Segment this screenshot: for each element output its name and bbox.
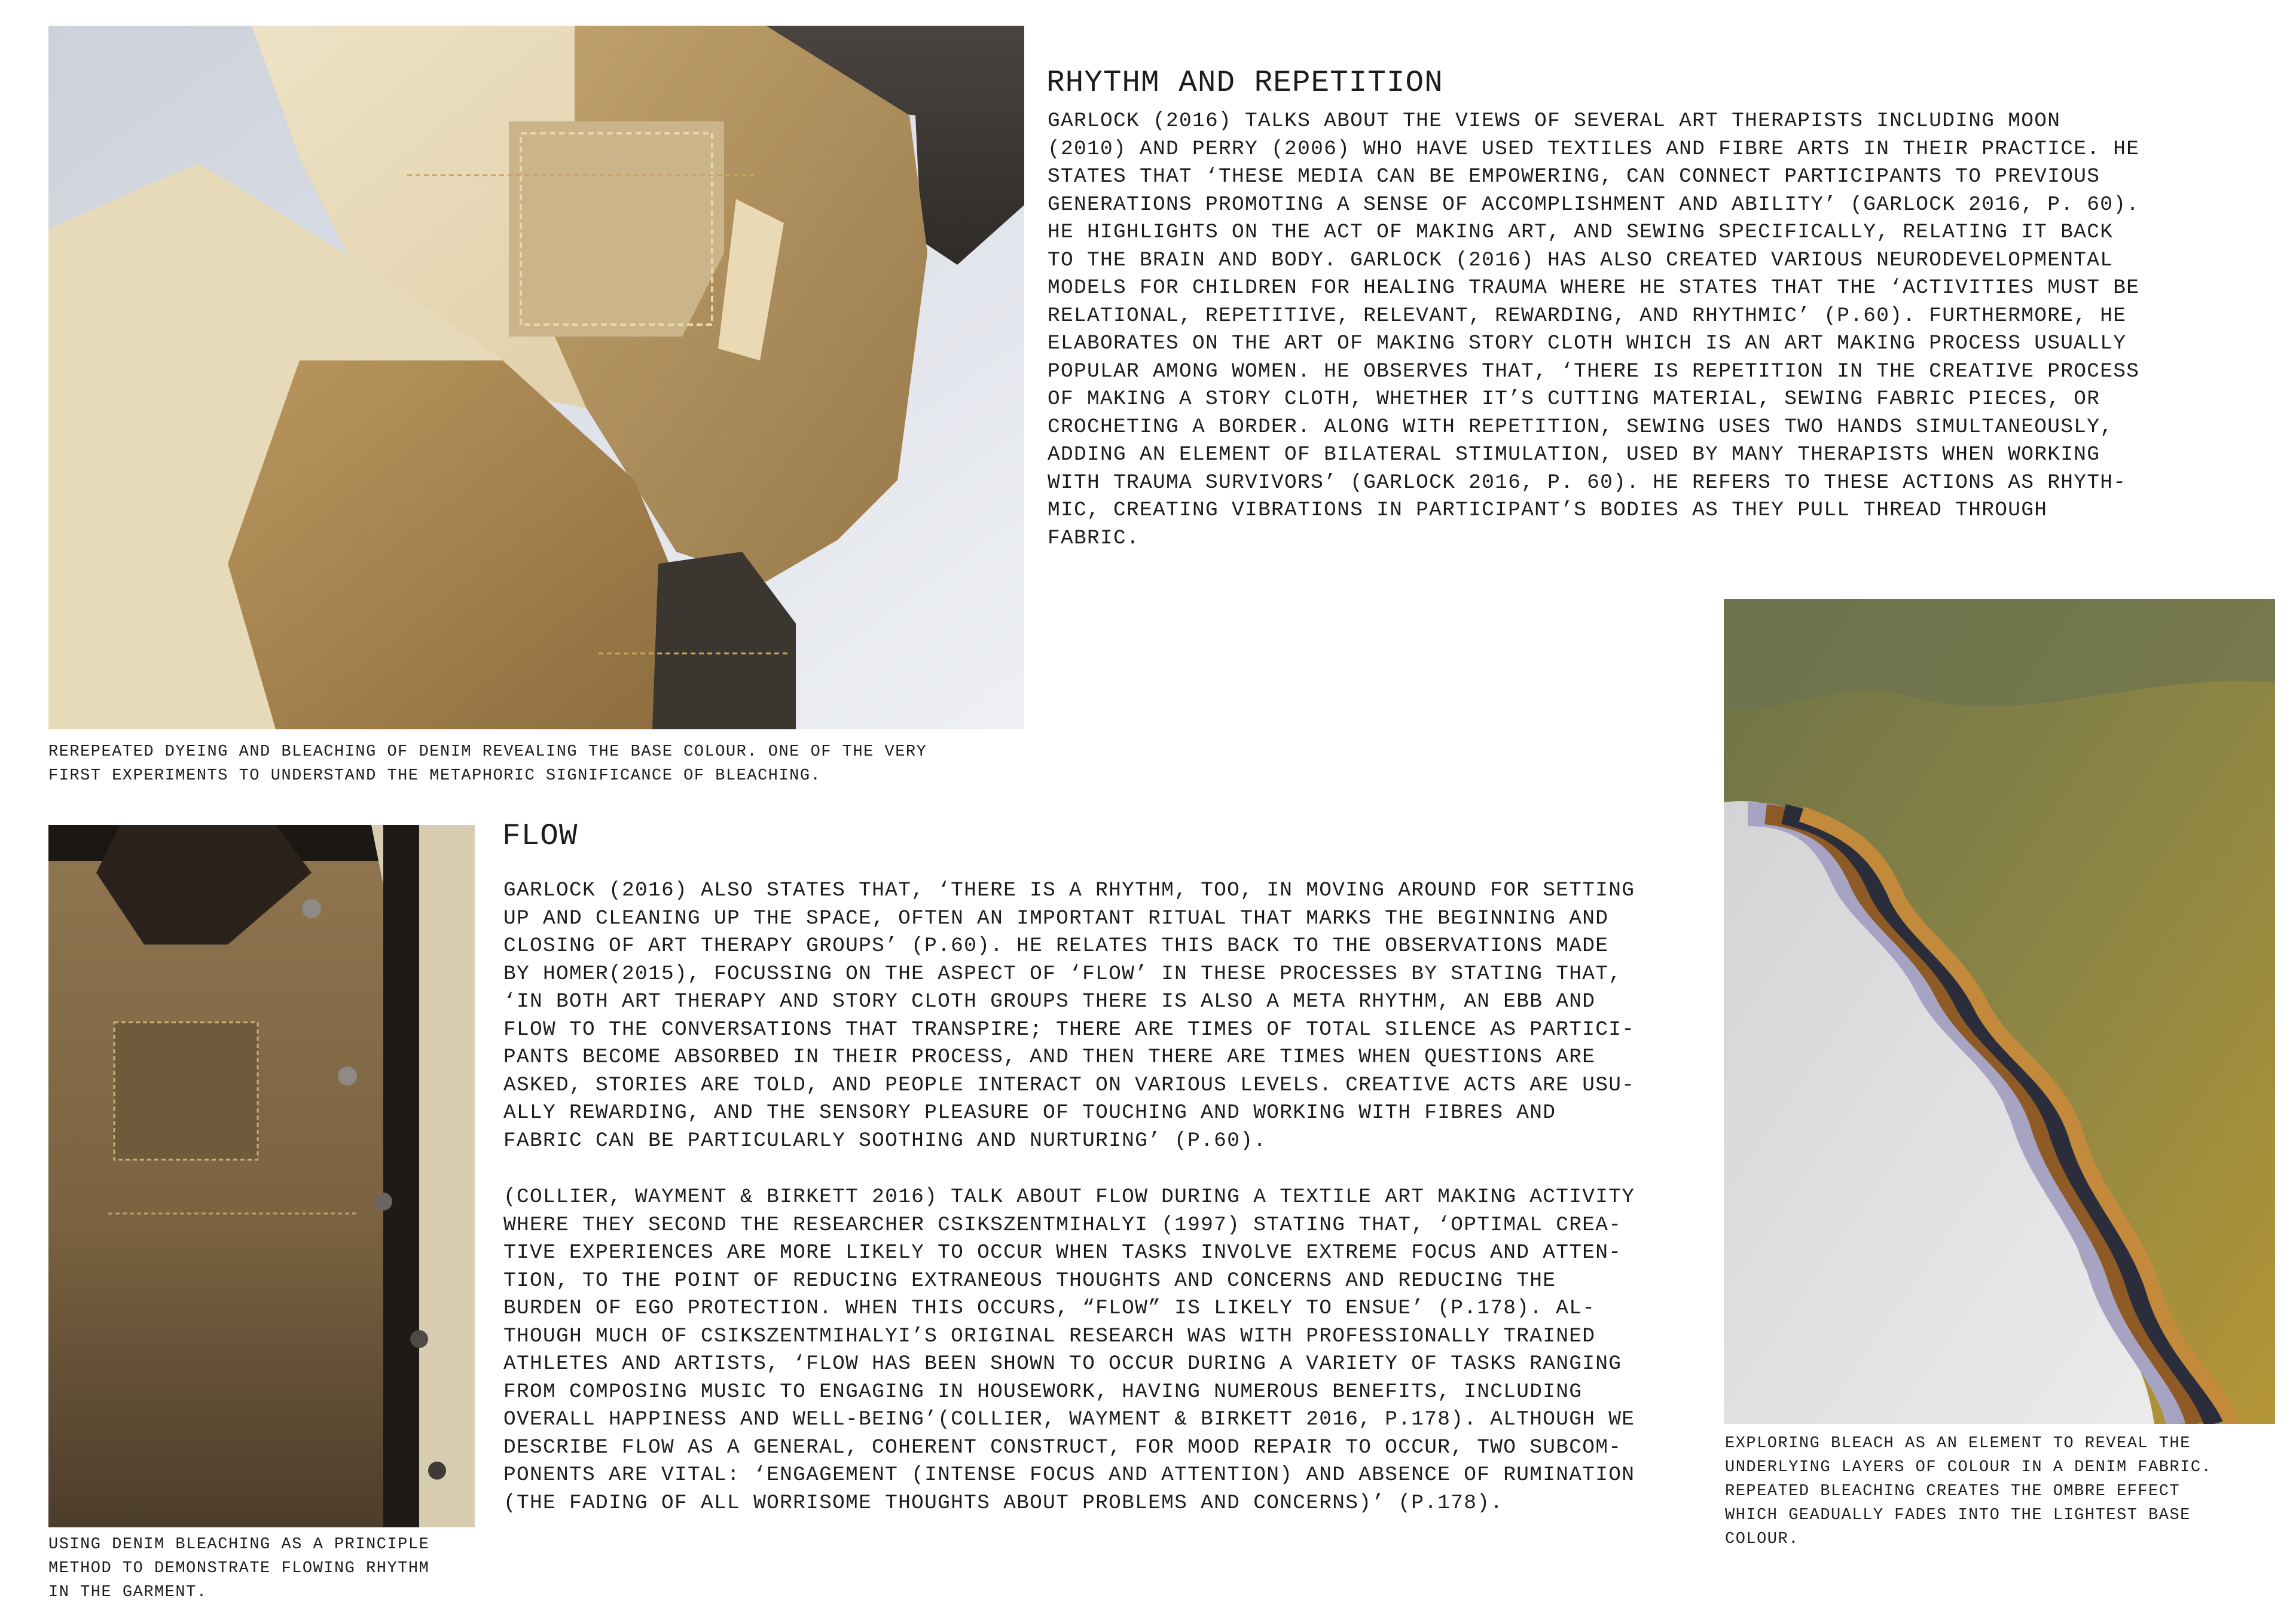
bleached-denim-vest-photo bbox=[48, 825, 475, 1527]
flow-paragraph-2: (COLLIER, WAYMENT & BIRKETT 2016) TALK ABOUT FLOW DURING A TEXTILE ART MAKING ACTIVITY WHERE THEY SECOND THE RESEARCHER CSIKSZENTMIHALYI (1997) STATING THAT, ‘OPTIMAL CREA- TIVE EXPERIENCES ARE MORE LIKELY TO OCCUR WHEN TASKS INVOLVE EXTREME FOCUS AND ATTEN- TION, TO THE POINT OF REDUCING EXTRANEOUS THOUGHTS AND CONCERNS AND REDUCING THE BURDEN OF EGO PROTECTION. WHEN THIS OCCURS, “FLOW” IS LIKELY TO ENSUE’ (P.178). AL- THOUGH MUCH OF CSIKSZENTMIHALYI’S ORIGINAL RESEARCH WAS WITH PROFESSIONALLY TRAINED ATHLETES AND ARTISTS, ‘FLOW HAS BEEN SHOWN TO OCCUR DURING A VARIETY OF TASKS RANGING FROM COMPOSING MUSIC TO ENGAGING IN HOUSEWORK, HAVING NUMEROUS BENEFITS, INCLUDING OVERALL HAPPINESS AND WELL-BEING’(COLLIER, WAYMENT & BIRKETT 2016, P.178). ALTHOUGH WE DESCRIBE FLOW AS A GENERAL, COHERENT CONSTRUCT, FOR MOOD REPAIR TO OCCUR, TWO SUBCOM- PONENTS ARE VITAL: ‘ENGAGEMENT (INTENSE FOCUS AND ATTENTION) AND ABSENCE OF RUMINATION (THE FADING OF ALL WORRISOME THOUGHTS ABOUT PROBLEMS AND CONCERNS)’ (P.178). bbox=[503, 1185, 1635, 1515]
heading-rhythm-and-repetition: RHYTHM AND REPETITION bbox=[1046, 66, 1443, 100]
heading-flow: FLOW bbox=[502, 820, 578, 854]
bleached-denim-jacket-photo bbox=[48, 26, 1024, 729]
caption-vest: USING DENIM BLEACHING AS A PRINCIPLE METHOD TO DEMONSTRATE FLOWING RHYTHM IN THE GARMENT. bbox=[48, 1536, 430, 1601]
ombre-bleach-fabric-photo bbox=[1724, 599, 2275, 1424]
caption-bleached-denim: REREPEATED DYEING AND BLEACHING OF DENIM REVEALING THE BASE COLOUR. ONE OF THE VERY FIRST EXPERIMENTS TO UNDERSTAND THE METAPHORIC SIGNIFICANCE OF BLEACHING. bbox=[48, 743, 927, 785]
flow-paragraph-1: GARLOCK (2016) ALSO STATES THAT, ‘THERE IS A RHYTHM, TOO, IN MOVING AROUND FOR SETTING UP AND CLEANING UP THE SPACE, OFTEN AN IMPORTANT RITUAL THAT MARKS THE BEGINNING AND CLOSING OF ART THERAPY GROUPS’ (P.60). HE RELATES THIS BACK TO THE OBSERVATIONS MADE BY HOMER(2015), FOCUSSING ON THE ASPECT OF ‘FLOW’ IN THESE PROCESSES BY STATING THAT, ‘IN BOTH ART THERAPY AND STORY CLOTH GROUPS THERE IS ALSO A META RHYTHM, AN EBB AND FLOW TO THE CONVERSATIONS THAT TRANSPIRE; THERE ARE TIMES OF TOTAL SILENCE AS PARTICI- PANTS BECOME ABSORBED IN THEIR PROCESS, AND THEN THERE ARE TIMES WHEN QUESTIONS ARE ASKED, STORIES ARE TOLD, AND PEOPLE INTERACT ON VARIOUS LEVELS. CREATIVE ACTS ARE USU- ALLY REWARDING, AND THE SENSORY PLEASURE OF TOUCHING AND WORKING WITH FIBRES AND FABRIC CAN BE PARTICULARLY SOOTHING AND NURTURING’ (P.60). bbox=[503, 879, 1635, 1153]
rhythm-body-text: GARLOCK (2016) TALKS ABOUT THE VIEWS OF SEVERAL ART THERAPISTS INCLUDING MOON (2010) AND PERRY (2006) WHO HAVE USED TEXTILES AND FIBRE ARTS IN THEIR PRACTICE. HE STATES THAT ‘THESE MEDIA CAN BE EMPOWERING, CAN CONNECT PARTICIPANTS TO PREVIOUS GENERATIONS PROMOTING A SENSE OF ACCOMPLISHMENT AND ABILITY’ (GARLOCK 2016, P. 60). HE HIGHLIGHTS ON THE ACT OF MAKING ART, AND SEWING SPECIFICALLY, RELATING IT BACK TO THE BRAIN AND BODY. GARLOCK (2016) HAS ALSO CREATED VARIOUS NEURODEVELOPMENTAL MODELS FOR CHILDREN FOR HEALING TRAUMA WHERE HE STATES THAT THE ‘ACTIVITIES MUST BE RELATIONAL, REPETITIVE, RELEVANT, REWARDING, AND RHYTHMIC’ (P.60). FURTHERMORE, HE ELABORATES ON THE ART OF MAKING STORY CLOTH WHICH IS AN ART MAKING PROCESS USUALLY POPULAR AMONG WOMEN. HE OBSERVES THAT, ‘THERE IS REPETITION IN THE CREATIVE PROCESS OF MAKING A STORY CLOTH, WHETHER IT’S CUTTING MATERIAL, SEWING FABRIC PIECES, OR CROCHETING A BORDER. ALONG WITH REPETITION, SEWING USES TWO HANDS SIMULTANEOUSLY, ADDING AN ELEMENT OF BILATERAL STIMULATION, USED BY MANY THERAPISTS WHEN WORKING WITH TRAUMA SURVIVORS’ (GARLOCK 2016, P. 60). HE REFERS TO THESE ACTIONS AS RHYTH- MIC, CREATING VIBRATIONS IN PARTICIPANT’S BODIES AS THEY PULL THREAD THROUGH FABRIC. bbox=[1048, 109, 2140, 550]
caption-ombre: EXPLORING BLEACH AS AN ELEMENT TO REVEAL THE UNDERLYING LAYERS OF COLOUR IN A DENIM FABRIC. REPEATED BLEACHING CREATES THE OMBRE EFFECT WHICH GEADUALLY FADES INTO THE LIGHTEST BASE COLOUR. bbox=[1725, 1435, 2212, 1548]
